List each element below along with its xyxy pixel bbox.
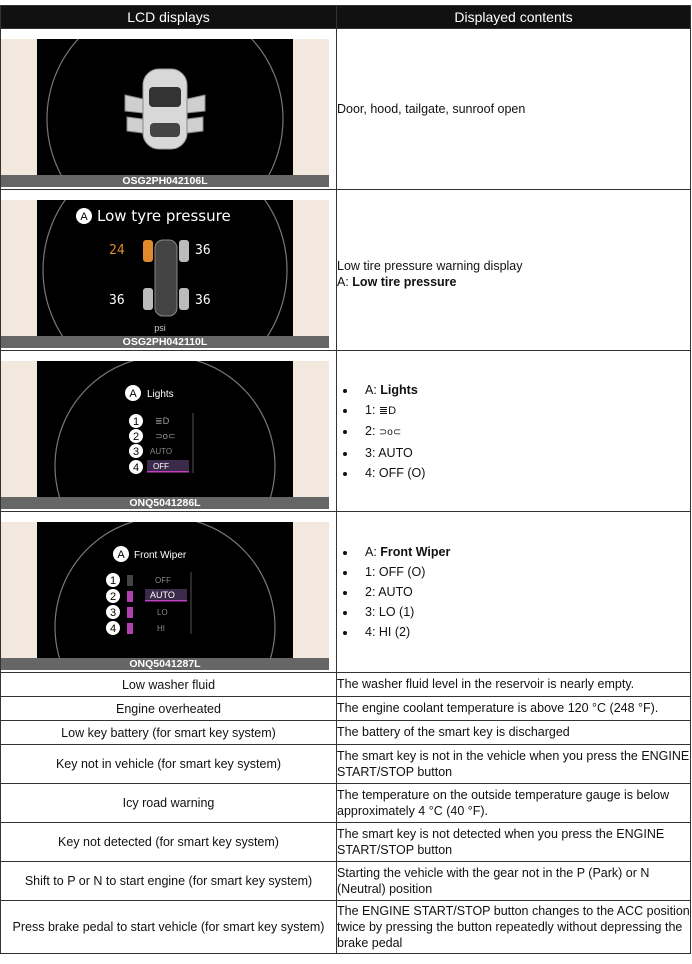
low-beam-icon: ≣D bbox=[378, 404, 397, 417]
item-text: 1: bbox=[365, 402, 379, 417]
parking-light-icon: ⊃o⊂ bbox=[378, 426, 402, 438]
displayed-content: The smart key is not in the vehicle when you press the ENGINE START/STOP button bbox=[337, 745, 691, 784]
list-item: • 2: AUTO bbox=[357, 582, 690, 602]
list-item: • 3: LO (1) bbox=[357, 602, 690, 622]
tire-screen-title: Low tyre pressure bbox=[97, 207, 231, 225]
table-row bbox=[1, 823, 691, 862]
option-auto: AUTO bbox=[150, 447, 173, 456]
tire-pressure-illustration bbox=[37, 200, 293, 336]
option-number: 1 bbox=[132, 416, 140, 428]
lcd-display-name: Low key battery (for smart key system) bbox=[1, 721, 337, 745]
table-row bbox=[1, 901, 691, 954]
item-text: 2: bbox=[365, 423, 379, 438]
wiper-screen-title: Front Wiper bbox=[134, 550, 187, 561]
option-number: 2 bbox=[132, 431, 140, 443]
displayed-content: The battery of the smart key is discharged bbox=[337, 721, 691, 745]
item-prefix: A: bbox=[365, 382, 381, 397]
displayed-content bbox=[337, 190, 691, 351]
displayed-content: The smart key is not detected when you press the ENGINE START/STOP button bbox=[337, 823, 691, 862]
option-number: 3 bbox=[132, 446, 140, 458]
image-caption: OSG2PH042106L bbox=[1, 175, 329, 187]
option-hi: HI bbox=[157, 624, 165, 633]
displayed-content bbox=[337, 512, 691, 673]
list-item: • 3: AUTO bbox=[357, 443, 690, 463]
marker-a-label: A bbox=[80, 211, 88, 223]
table-row bbox=[1, 190, 691, 351]
lcd-screen bbox=[37, 361, 293, 497]
term-bold: Low tire pressure bbox=[352, 275, 457, 289]
option-off-selected: OFF bbox=[153, 462, 169, 471]
displayed-content: Starting the vehicle with the gear not in the P (Park) or N (Neutral) position bbox=[337, 862, 691, 901]
list-item bbox=[357, 380, 690, 400]
table-row bbox=[1, 351, 691, 512]
item-bold: Lights bbox=[380, 382, 418, 397]
tire-rear-right-value: 36 bbox=[195, 293, 211, 308]
tire-front-left-value: 24 bbox=[109, 243, 125, 258]
list-item bbox=[357, 542, 690, 562]
term-prefix: A: bbox=[337, 275, 353, 289]
low-beam-icon: ≣D bbox=[155, 417, 170, 427]
lcd-image-cell bbox=[1, 29, 337, 190]
image-caption: ONQ5041286L bbox=[1, 497, 329, 509]
table-header-row bbox=[1, 6, 691, 29]
table-row bbox=[1, 862, 691, 901]
lcd-display-name: Press brake pedal to start vehicle (for smart key system) bbox=[1, 901, 337, 954]
option-number: 1 bbox=[109, 575, 117, 587]
header-lcd-displays: LCD displays bbox=[1, 6, 337, 29]
parking-light-icon: ⊃o⊂ bbox=[155, 432, 176, 442]
table-row bbox=[1, 784, 691, 823]
item-bold: Front Wiper bbox=[380, 545, 451, 559]
option-auto-selected: AUTO bbox=[150, 590, 175, 600]
table-row bbox=[1, 673, 691, 697]
table-row bbox=[1, 721, 691, 745]
lcd-display-name: Shift to P or N to start engine (for smart key system) bbox=[1, 862, 337, 901]
item-prefix: A: bbox=[365, 545, 381, 559]
lcd-display-name: Engine overheated bbox=[1, 697, 337, 721]
lights-screen-title: Lights bbox=[147, 389, 174, 400]
door-open-illustration bbox=[37, 39, 293, 175]
lcd-display-table bbox=[0, 5, 691, 954]
lcd-display-name: Low washer fluid bbox=[1, 673, 337, 697]
lcd-image-door-open bbox=[1, 39, 329, 187]
option-number: 2 bbox=[109, 591, 117, 603]
image-caption: OSG2PH042110L bbox=[1, 336, 329, 348]
lcd-image-cell bbox=[1, 190, 337, 351]
option-lo: LO bbox=[157, 608, 168, 617]
header-displayed-contents: Displayed contents bbox=[337, 6, 691, 29]
lcd-image-cell bbox=[1, 512, 337, 673]
option-number: 4 bbox=[109, 623, 117, 635]
table-row bbox=[1, 512, 691, 673]
displayed-content: The engine coolant temperature is above 120 °C (248 °F). bbox=[337, 697, 691, 721]
lights-menu-illustration bbox=[37, 361, 293, 497]
table-row bbox=[1, 745, 691, 784]
lcd-screen bbox=[37, 522, 293, 658]
marker-a-label: A bbox=[129, 388, 137, 400]
lcd-screen bbox=[37, 39, 293, 175]
content-line: Low tire pressure warning display bbox=[337, 258, 523, 273]
lcd-display-name: Icy road warning bbox=[1, 784, 337, 823]
displayed-content: The washer fluid level in the reservoir is nearly empty. bbox=[337, 673, 691, 697]
image-caption: ONQ5041287L bbox=[1, 658, 329, 670]
displayed-content: Door, hood, tailgate, sunroof open bbox=[337, 29, 691, 190]
car-chassis-icon bbox=[143, 240, 189, 316]
list-item: • 4: HI (2) bbox=[357, 622, 690, 642]
lcd-image-cell bbox=[1, 351, 337, 512]
wiper-menu-illustration bbox=[37, 522, 293, 658]
list-item bbox=[357, 421, 690, 443]
content-term bbox=[337, 274, 690, 290]
lcd-image-lights bbox=[1, 361, 329, 509]
lcd-image-front-wiper bbox=[1, 522, 329, 670]
table-row bbox=[1, 697, 691, 721]
displayed-content: The ENGINE START/STOP button changes to the ACC position twice by pressing the button repeatedly without depressing the brake pedal bbox=[337, 901, 691, 954]
displayed-content bbox=[337, 351, 691, 512]
tire-unit-label: psi bbox=[154, 323, 166, 333]
lcd-display-name: Key not detected (for smart key system) bbox=[1, 823, 337, 862]
car-top-view-icon bbox=[125, 69, 205, 149]
wiper-level-bars bbox=[127, 575, 133, 634]
lcd-display-name: Key not in vehicle (for smart key system) bbox=[1, 745, 337, 784]
list-item: • 1: OFF (O) bbox=[357, 562, 690, 582]
tire-front-right-value: 36 bbox=[195, 243, 211, 258]
list-item: • 4: OFF (O) bbox=[357, 463, 690, 483]
tire-rear-left-value: 36 bbox=[109, 293, 125, 308]
option-number: 3 bbox=[109, 607, 117, 619]
option-number: 4 bbox=[132, 462, 140, 474]
lcd-screen bbox=[37, 200, 293, 336]
lcd-image-tire-pressure bbox=[1, 200, 329, 348]
lights-bullet-list bbox=[337, 380, 690, 483]
option-off: OFF bbox=[155, 576, 171, 585]
wiper-bullet-list bbox=[337, 542, 690, 642]
marker-a-label: A bbox=[117, 549, 125, 561]
displayed-content: The temperature on the outside temperature gauge is below approximately 4 °C (40 °F). bbox=[337, 784, 691, 823]
table-row bbox=[1, 29, 691, 190]
list-item bbox=[357, 400, 690, 421]
